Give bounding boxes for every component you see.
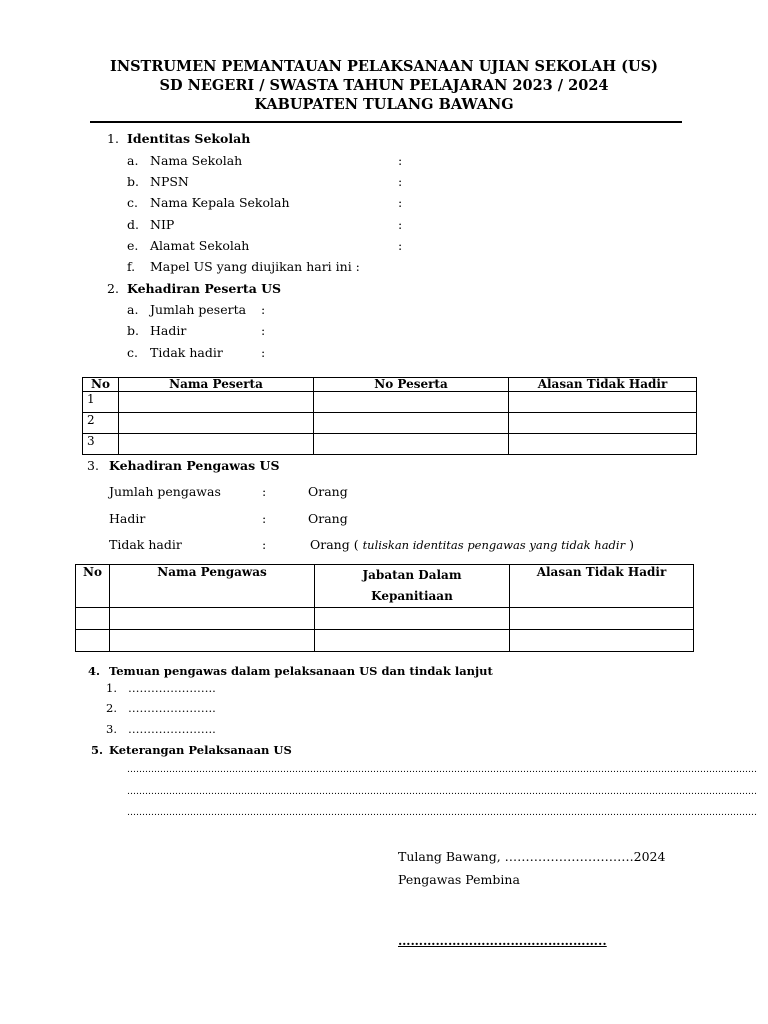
header-rule bbox=[90, 121, 682, 123]
s3-item-2-unit: Orang bbox=[308, 511, 348, 526]
s1-item-b-colon: : bbox=[398, 174, 403, 189]
table-cell[interactable] bbox=[315, 608, 510, 630]
s2-item-a-letter: a. bbox=[127, 302, 139, 317]
table-cell[interactable] bbox=[119, 434, 314, 455]
table-row bbox=[83, 392, 697, 413]
s1-item-c-letter: c. bbox=[127, 195, 138, 210]
s2-item-b-label: Hadir bbox=[150, 323, 187, 338]
col-no: No bbox=[83, 378, 119, 392]
s1-item-d-colon: : bbox=[398, 217, 403, 232]
col-jabatan-line2: Kepanitiaan bbox=[371, 589, 453, 603]
s1-item-e-label: Alamat Sekolah bbox=[150, 238, 250, 253]
s1-item-e-letter: e. bbox=[127, 238, 139, 253]
s1-item-d-label: NIP bbox=[150, 217, 175, 232]
s1-item-a-letter: a. bbox=[127, 153, 139, 168]
s3-item-1-colon: : bbox=[262, 484, 267, 499]
s5-title: Keterangan Pelaksanaan US bbox=[109, 743, 292, 757]
s2-number: 2. bbox=[107, 281, 119, 296]
table-row bbox=[76, 630, 694, 652]
s3-item-3-colon: : bbox=[262, 537, 267, 552]
s5-line-3: ………………………………………………………………………………………………………………………………………………………………………………………… bbox=[127, 808, 757, 818]
row-number: 3 bbox=[83, 434, 119, 455]
table-row bbox=[83, 413, 697, 434]
s2-item-c-colon: : bbox=[261, 345, 266, 360]
table-cell[interactable] bbox=[314, 434, 509, 455]
s1-item-d-letter: d. bbox=[127, 217, 139, 232]
table-row bbox=[83, 434, 697, 455]
supervisor-table-header bbox=[76, 565, 694, 608]
table-cell[interactable] bbox=[110, 630, 315, 652]
s2-item-b-colon: : bbox=[261, 323, 266, 338]
s2-item-a-label: Jumlah peserta bbox=[150, 302, 247, 317]
table-cell[interactable] bbox=[315, 630, 510, 652]
s3-item-3-unit: Orang ( bbox=[310, 537, 359, 552]
s1-item-b-label: NPSN bbox=[150, 174, 189, 189]
table-cell[interactable] bbox=[314, 413, 509, 434]
s1-title: Identitas Sekolah bbox=[127, 131, 251, 146]
col-alasan: Alasan Tidak Hadir bbox=[509, 378, 697, 392]
participant-table-header bbox=[83, 378, 697, 392]
table-cell[interactable] bbox=[509, 392, 697, 413]
table-cell[interactable] bbox=[510, 630, 694, 652]
table-cell[interactable] bbox=[509, 413, 697, 434]
s4-item-1-num: 1. bbox=[106, 681, 117, 695]
signature-role: Pengawas Pembina bbox=[398, 872, 520, 887]
s1-item-f-letter: f. bbox=[127, 259, 136, 274]
col-jabatan-line1: Jabatan Dalam bbox=[362, 568, 462, 582]
s3-item-3-note: tuliskan identitas pengawas yang tidak hadir bbox=[362, 538, 626, 552]
s3-item-3-close: ) bbox=[629, 537, 634, 552]
s2-item-c-letter: c. bbox=[127, 345, 138, 360]
table-cell[interactable] bbox=[110, 608, 315, 630]
s5-number: 5. bbox=[91, 743, 104, 757]
s3-item-3-label: Tidak hadir bbox=[109, 537, 182, 552]
col-no: No bbox=[76, 565, 110, 608]
s2-title: Kehadiran Peserta US bbox=[127, 281, 282, 296]
s1-item-c-colon: : bbox=[398, 195, 403, 210]
supervisor-table bbox=[75, 564, 694, 652]
s1-item-a-colon: : bbox=[398, 153, 403, 168]
col-nama-peserta: Nama Peserta bbox=[119, 378, 314, 392]
s4-number: 4. bbox=[88, 664, 101, 678]
s1-number: 1. bbox=[107, 131, 119, 146]
s4-item-3-dots: ………………….. bbox=[128, 722, 216, 736]
table-row bbox=[76, 608, 694, 630]
signature-name-line: ………………………………………….. bbox=[398, 933, 607, 948]
table-cell[interactable] bbox=[76, 630, 110, 652]
doc-title-line1: INSTRUMEN PEMANTAUAN PELAKSANAAN UJIAN SEKOLAH (US) bbox=[110, 58, 658, 75]
s3-item-2-colon: : bbox=[262, 511, 267, 526]
table-cell[interactable] bbox=[510, 608, 694, 630]
table-cell[interactable] bbox=[119, 413, 314, 434]
s2-item-b-letter: b. bbox=[127, 323, 139, 338]
s5-line-1: ………………………………………………………………………………………………………………………………………………………………………………………… bbox=[127, 765, 757, 775]
row-number: 2 bbox=[83, 413, 119, 434]
s2-item-c-label: Tidak hadir bbox=[150, 345, 223, 360]
doc-title-line3: KABUPATEN TULANG BAWANG bbox=[254, 96, 514, 113]
table-cell[interactable] bbox=[119, 392, 314, 413]
s2-item-a-colon: : bbox=[261, 302, 266, 317]
s1-item-c-label: Nama Kepala Sekolah bbox=[150, 195, 290, 210]
s4-item-2-dots: ………………….. bbox=[128, 701, 216, 715]
s3-number: 3. bbox=[87, 458, 99, 473]
participant-table bbox=[82, 377, 697, 455]
s1-item-a-label: Nama Sekolah bbox=[150, 153, 243, 168]
s3-item-2-label: Hadir bbox=[109, 511, 146, 526]
col-jabatan bbox=[315, 565, 510, 608]
col-alasan: Alasan Tidak Hadir bbox=[510, 565, 694, 608]
s4-title: Temuan pengawas dalam pelaksanaan US dan tindak lanjut bbox=[109, 664, 493, 678]
s4-item-1-dots: ………………….. bbox=[128, 681, 216, 695]
table-cell[interactable] bbox=[509, 434, 697, 455]
table-cell[interactable] bbox=[314, 392, 509, 413]
row-number: 1 bbox=[83, 392, 119, 413]
s5-line-2: ………………………………………………………………………………………………………………………………………………………………………………………… bbox=[127, 787, 757, 797]
s3-item-3-value bbox=[310, 537, 634, 552]
s3-title: Kehadiran Pengawas US bbox=[109, 458, 280, 473]
table-cell[interactable] bbox=[76, 608, 110, 630]
s1-item-f-label: Mapel US yang diujikan hari ini : bbox=[150, 259, 360, 274]
s4-item-2-num: 2. bbox=[106, 701, 117, 715]
doc-title-line2: SD NEGERI / SWASTA TAHUN PELAJARAN 2023 / 2024 bbox=[159, 77, 609, 94]
col-no-peserta: No Peserta bbox=[314, 378, 509, 392]
col-nama-pengawas: Nama Pengawas bbox=[110, 565, 315, 608]
s3-item-1-unit: Orang bbox=[308, 484, 348, 499]
s1-item-e-colon: : bbox=[398, 238, 403, 253]
s4-item-3-num: 3. bbox=[106, 722, 117, 736]
s1-item-b-letter: b. bbox=[127, 174, 139, 189]
s3-item-1-label: Jumlah pengawas bbox=[109, 484, 221, 499]
signature-place-date: Tulang Bawang, ………………………….2024 bbox=[398, 849, 666, 864]
